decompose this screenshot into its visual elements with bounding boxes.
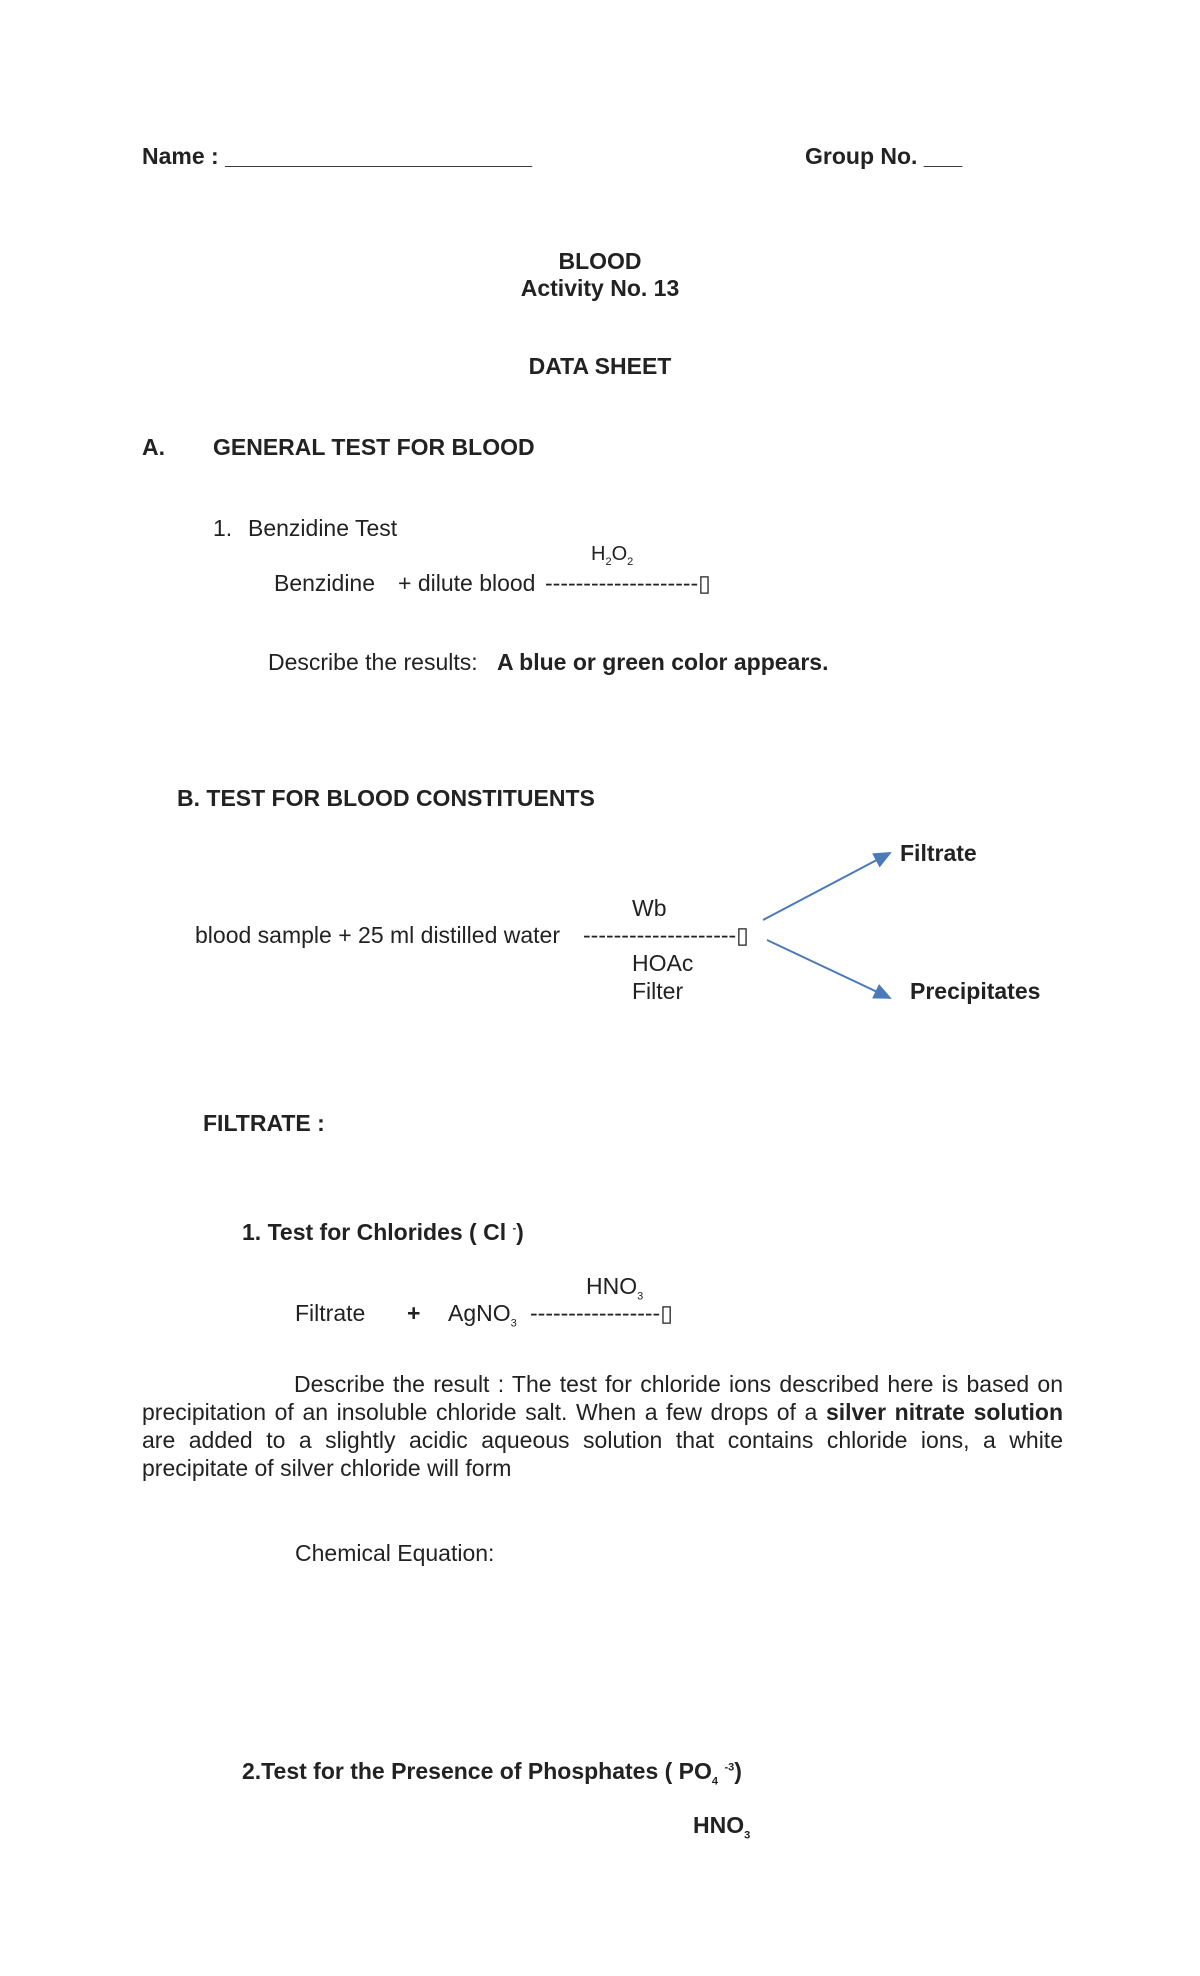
benzidine-describe-value: A blue or green color appears. (497, 649, 829, 675)
phosphates-test-title: 2.Test for the Presence of Phosphates ( $PO_4$ $^{-3}$) (242, 1758, 742, 1788)
section-b-heading: B. TEST FOR BLOOD CONSTITUENTS (177, 785, 595, 811)
benzidine-reaction-arrow: --------------------▯ (545, 570, 711, 596)
benzidine-item-number: 1. (213, 515, 233, 541)
wb-reagent-label: Wb (632, 895, 667, 921)
phosphate-hno3-reagent: $HNO_3$ (693, 1812, 751, 1842)
arrow-to-precipitates (767, 940, 890, 998)
agno3-reagent: AgNO$_3$ (448, 1300, 517, 1330)
group-blank-line[interactable]: ___ (923, 143, 963, 169)
group-label: Group No. (805, 143, 918, 169)
silver-nitrate-emphasis: silver nitrate solution (825, 1399, 1064, 1425)
hoac-reagent-label: HOAc (632, 950, 694, 976)
precipitates-branch-label: Precipitates (910, 978, 1041, 1004)
chloride-reaction-arrow: -----------------▯ (530, 1300, 673, 1326)
h2o2-reagent-label: $H_2O_2$ (591, 543, 634, 568)
hno3-reagent-label: $HNO_3$ (586, 1273, 644, 1303)
filtrate-branch-label: Filtrate (900, 840, 977, 866)
blood-sample-reaction: blood sample + 25 ml distilled water (195, 922, 560, 948)
benzidine-reaction-left: Benzidine (274, 570, 376, 596)
chemical-equation-label: Chemical Equation: (295, 1540, 495, 1566)
chloride-describe-label: Describe the result : (294, 1371, 512, 1397)
blood-reaction-arrow: --------------------▯ (583, 922, 749, 948)
activity-number: Activity No. 13 (520, 275, 680, 301)
section-a-letter: A. (142, 434, 165, 460)
chloride-reaction-plus: + (407, 1300, 421, 1326)
benzidine-test-title: Benzidine Test (248, 515, 398, 541)
section-a-heading: GENERAL TEST FOR BLOOD (213, 434, 535, 460)
name-blank-line[interactable]: ________________________ (225, 143, 533, 169)
chlorides-test-title: 1. Test for Chlorides ( Cl -) (242, 1219, 524, 1245)
arrow-to-filtrate (763, 853, 890, 920)
page-title: BLOOD (558, 248, 642, 274)
benzidine-reaction-plus: + dilute blood (398, 570, 536, 596)
filter-step-label: Filter (632, 978, 684, 1004)
chloride-describe-paragraph: Describe the result : The test for chloride ions described here is based on precipitation of an insoluble chloride salt. When a few drops of a silver nitrate solution are added to a slightly acidic aqueous solution that contains chloride ions, a white precipitate of silver chloride will form (142, 1371, 1064, 1481)
filtrate-heading: FILTRATE : (203, 1110, 325, 1136)
chloride-reaction-filtrate: Filtrate (295, 1300, 366, 1326)
data-sheet-subtitle: DATA SHEET (528, 353, 672, 379)
benzidine-describe-label: Describe the results: (268, 649, 478, 675)
name-label: Name : (142, 143, 219, 169)
